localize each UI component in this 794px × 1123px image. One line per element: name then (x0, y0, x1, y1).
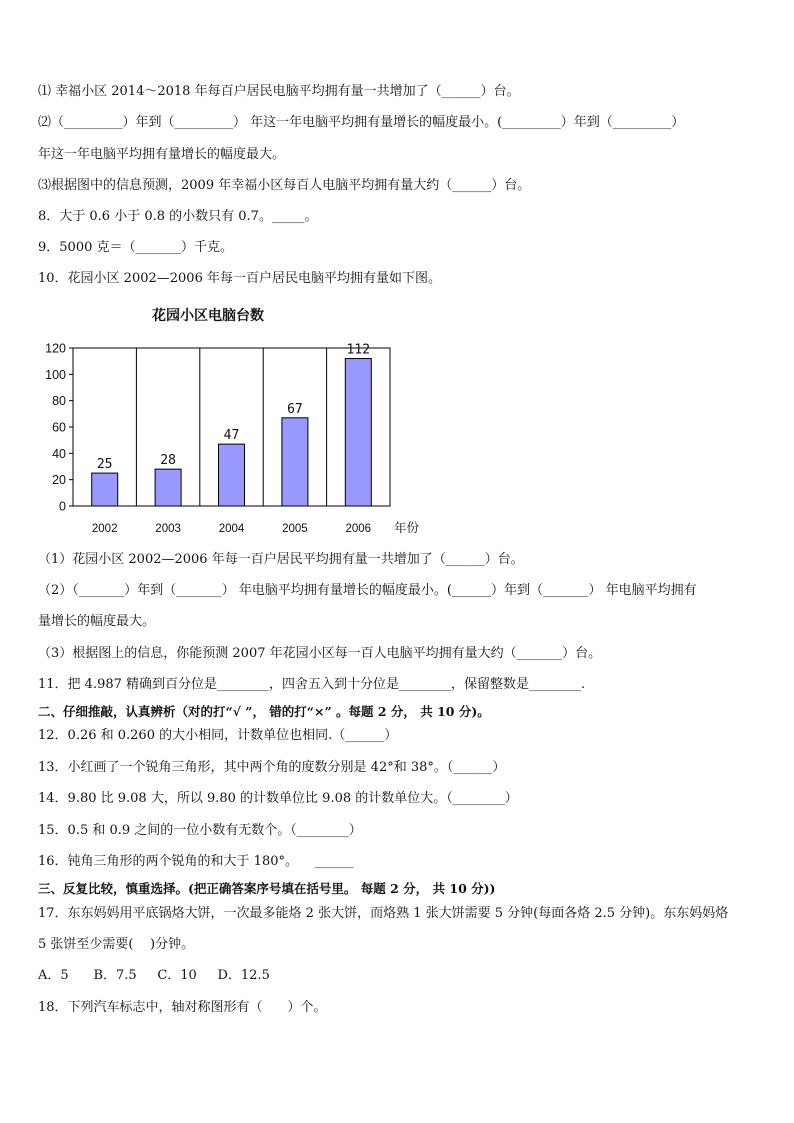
x-tick-label: 2002 (91, 523, 118, 535)
data-label: 112 (346, 342, 371, 358)
data-label: 67 (287, 401, 303, 417)
q16: 16．钝角三角形的两个锐角的和大于 180°。 ______ (38, 854, 354, 869)
section-2-heading: 二、仔细推敲，认真辨析（对的打“√ ”， 错的打“×” 。每题 2 分， 共 10 分)。 (38, 704, 490, 719)
bar (92, 473, 118, 506)
data-label: 28 (160, 453, 176, 469)
chart-title: 花园小区电脑台数 (152, 308, 264, 324)
x-tick-label: 2005 (282, 523, 308, 535)
q7-part2-cont: 年这一年电脑平均拥有量增长的幅度最大。 (38, 147, 286, 162)
y-tick-label: 0 (59, 499, 66, 514)
q12: 12．0.26 和 0.260 的大小相同，计数单位也相同.（______） (38, 728, 398, 743)
q14: 14．9.80 比 9.08 大，所以 9.80 的计数单位比 9.08 的计数单位大。（________） (38, 791, 518, 806)
q17-options: A．5 B．7.5 C．10 D．12.5 (38, 968, 270, 983)
x-tick-label: 2006 (345, 523, 372, 535)
q13: 13．小红画了一个锐角三角形，其中两个角的度数分别是 42°和 38°。（______） (38, 760, 506, 775)
q10: 10．花园小区 2002—2006 年每一百户居民电脑平均拥有量如下图。 (38, 271, 441, 286)
q7-part2: ⑵（_________）年到（_________） 年这一年电脑平均拥有量增长的幅度最小。(_________）年到（_________） (38, 115, 685, 130)
q9: 9．5000 克＝（_______）千克。 (38, 240, 233, 255)
x-tick-label: 2003 (155, 523, 181, 535)
q18: 18．下列汽车标志中，轴对称图形有（ ）个。 (38, 1000, 327, 1015)
bar (219, 444, 245, 506)
q10-part2: （2）（_______）年到（_______） 年电脑平均拥有量增长的幅度最小。(______）年到（_______） 年电脑平均拥有 (38, 583, 697, 598)
x-axis-label: 年份 (394, 521, 420, 535)
y-tick-label: 40 (52, 446, 66, 461)
data-label: 25 (96, 457, 113, 473)
y-tick-label: 60 (52, 420, 66, 435)
bar (345, 359, 371, 506)
data-label: 47 (223, 428, 240, 444)
q7-part3: ⑶根据图中的信息预测，2009 年幸福小区每百人电脑平均拥有量大约（______）台。 (38, 178, 531, 193)
x-tick-label: 2004 (218, 523, 245, 535)
q8: 8．大于 0.6 小于 0.8 的小数只有 0.7。_____。 (38, 209, 318, 224)
y-tick-label: 20 (52, 473, 66, 488)
q10-part3: （3）根据图上的信息，你能预测 2007 年花园小区每一百人电脑平均拥有量大约（_______）台。 (38, 646, 602, 661)
q7-part1: ⑴ 幸福小区 2014～2018 年每百户居民电脑平均拥有量一共增加了（______）台。 (38, 84, 520, 99)
y-tick-label: 120 (45, 341, 66, 356)
q17-cont: 5 张饼至少需要( )分钟。 (38, 937, 195, 952)
q15: 15．0.5 和 0.9 之间的一位小数有无数个。（________） (38, 823, 362, 838)
bar-chart (30, 335, 450, 540)
y-tick-label: 100 (45, 367, 66, 382)
q10-part1: （1）花园小区 2002—2006 年每一百户居民平均拥有量一共增加了（______）台。 (38, 552, 524, 567)
y-tick-label: 80 (52, 394, 66, 409)
bar (155, 469, 181, 506)
q17: 17．东东妈妈用平底锅烙大饼，一次最多能烙 2 张大饼，而烙熟 1 张大饼需要 5 分钟(每面各烙 2.5 分钟)。东东妈妈烙 (38, 906, 729, 921)
q11: 11．把 4.987 精确到百分位是________，四舍五入到十分位是________，保留整数是________. (38, 677, 586, 692)
section-3-heading: 三、反复比较，慎重选择。(把正确答案序号填在括号里。 每题 2 分， 共 10 分)) (38, 881, 496, 896)
bar (282, 418, 308, 506)
q10-part2-cont: 量增长的幅度最大。 (38, 614, 156, 629)
